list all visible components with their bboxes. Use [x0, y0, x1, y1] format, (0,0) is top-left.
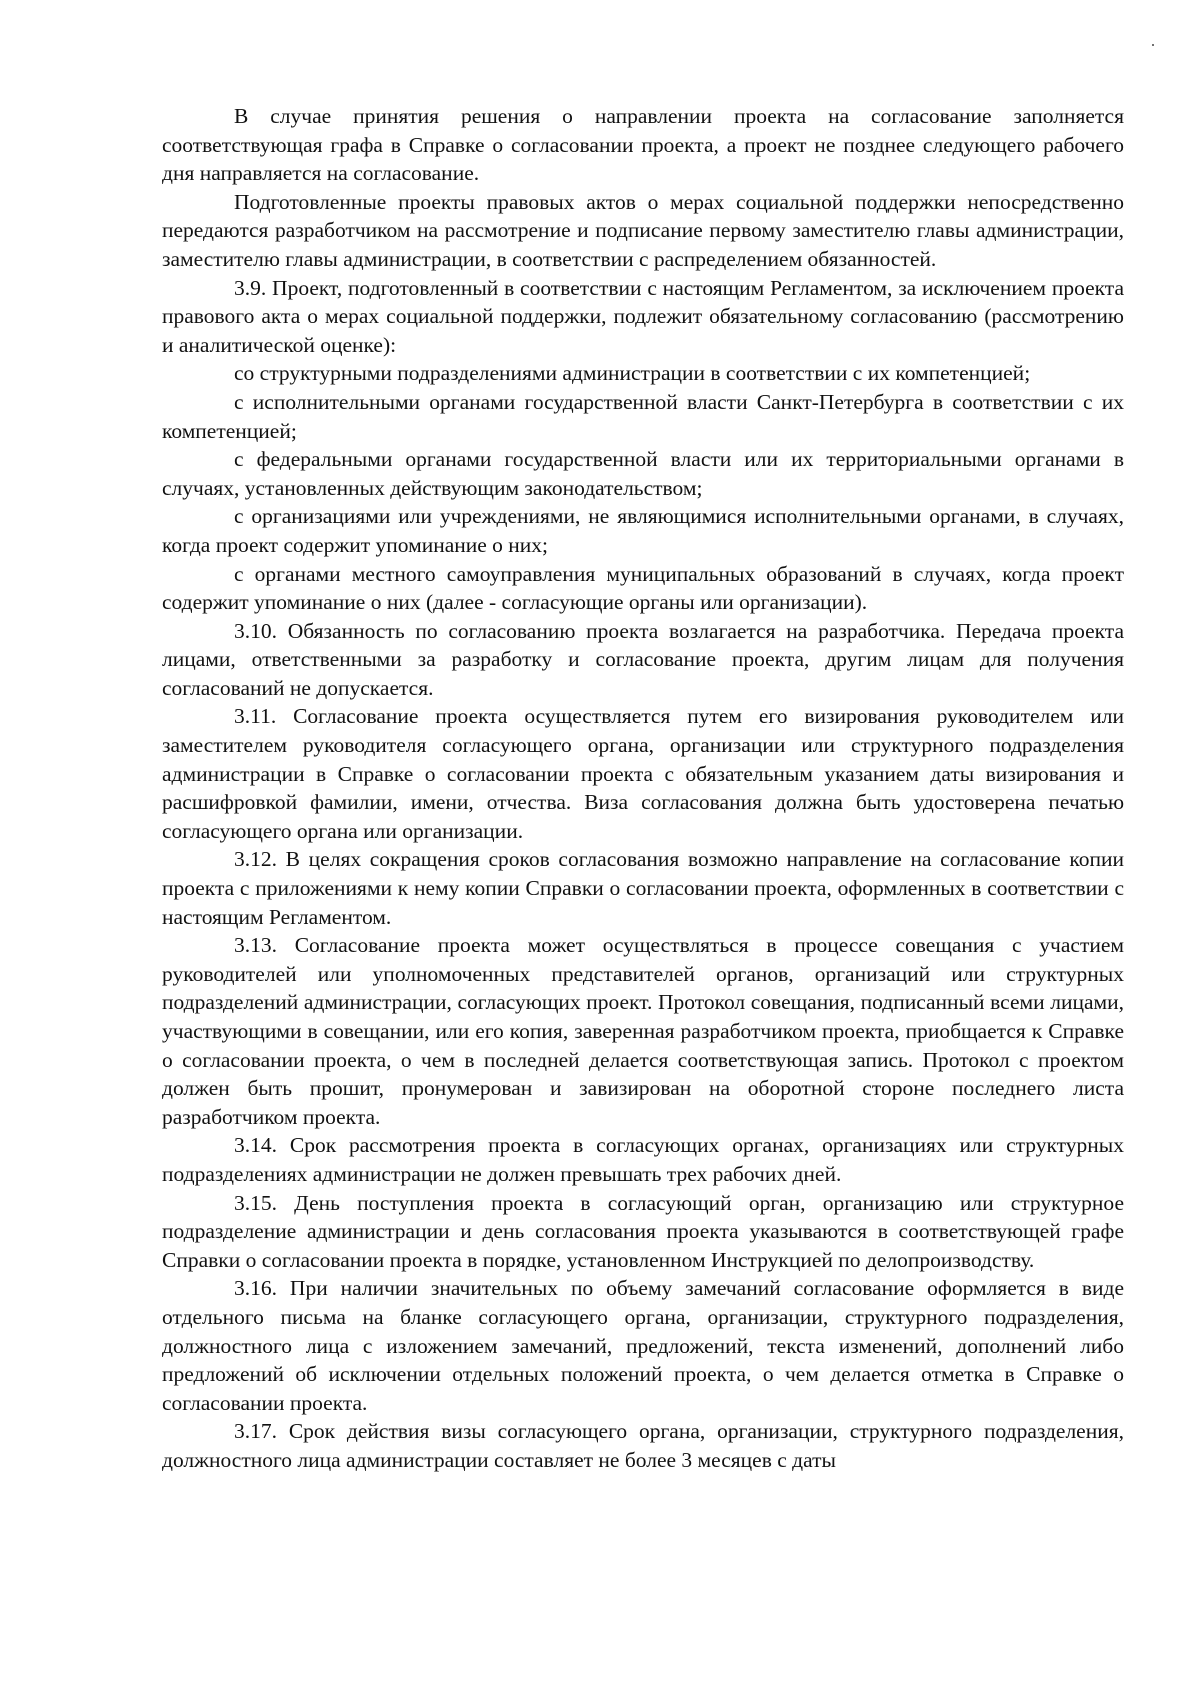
scan-speck [1152, 44, 1154, 46]
paragraph-3-15: 3.15. День поступления проекта в согласующий орган, организацию или структурное подразделение администрации и день согласования проекта указываются в соответствующей графе Справки о согласовании проекта в порядке, установленном Инструкцией по делопроизводству. [162, 1190, 1124, 1272]
paragraph-1: В случае принятия решения о направлении проекта на согласование заполняется соответствующая графа в Справке о согласовании проекта, а проект не позднее следующего рабочего дня направляется на согласование. [162, 104, 1124, 186]
paragraph-list-item-3: с федеральными органами государственной власти или их территориальными органами в случаях, установленных действующим законодательством; [162, 447, 1124, 500]
paragraph-3-14: 3.14. Срок рассмотрения проекта в согласующих органах, организациях или структурных подразделениях администрации не должен превышать трех рабочих дней. [162, 1133, 1124, 1186]
paragraph-3-9: 3.9. Проект, подготовленный в соответствии с настоящим Регламентом, за исключением проекта правового акта о мерах социальной поддержки, подлежит обязательному согласованию (рассмотрению и аналитической оценке): [162, 275, 1124, 357]
paragraph-3-17: 3.17. Срок действия визы согласующего органа, организации, структурного подразделения, должностного лица администрации составляет не более 3 месяцев с даты [162, 1419, 1124, 1472]
paragraph-list-item-1: со структурными подразделениями администрации в соответствии с их компетенцией; [234, 361, 1031, 386]
paragraph-3-11: 3.11. Согласование проекта осуществляется путем его визирования руководителем или заместителем руководителя согласующего органа, организации или структурного подразделения администрации в Справке о согласовании проекта с обязательным указанием даты визирования и расшифровкой фамилии, имени, отчества. Виза согласования должна быть удостоверена печатью согласующего органа или организации. [162, 704, 1124, 843]
paragraph-2: Подготовленные проекты правовых актов о мерах социальной поддержки непосредственно передаются разработчиком на рассмотрение и подписание первому заместителю главы администрации, заместителю главы администрации, в соответствии с распределением обязанностей. [162, 189, 1124, 271]
paragraph-list-item-4: с организациями или учреждениями, не являющимися исполнительными органами, в случаях, когда проект содержит упоминание о них; [162, 504, 1124, 557]
document-body [162, 102, 1124, 1475]
paragraph-3-10: 3.10. Обязанность по согласованию проекта возлагается на разработчика. Передача проекта лицами, ответственными за разработку и согласование проекта, другим лицам для получения согласований не допускается. [162, 618, 1124, 700]
paragraph-3-12: 3.12. В целях сокращения сроков согласования возможно направление на согласование копии проекта с приложениями к нему копии Справки о согласовании проекта, оформленных в соответствии с настоящим Регламентом. [162, 847, 1124, 929]
paragraph-3-13: 3.13. Согласование проекта может осуществляться в процессе совещания с участием руководителей или уполномоченных представителей органов, организаций или структурных подразделений администрации, согласующих проект. Протокол совещания, подписанный всеми лицами, участвующими в совещании, или его копия, заверенная разработчиком проекта, приобщается к Справке о согласовании проекта, о чем в последней делается соответствующая запись. Протокол с проектом должен быть прошит, пронумерован и завизирован на оборотной стороне последнего листа разработчиком проекта. [162, 933, 1124, 1129]
paragraph-3-16: 3.16. При наличии значительных по объему замечаний согласование оформляется в виде отдельного письма на бланке согласующего органа, организации, структурного подразделения, должностного лица с изложением замечаний, предложений, текста изменений, дополнений либо предложений об исключении отдельных положений проекта, о чем делается отметка в Справке о согласовании проекта. [162, 1276, 1124, 1415]
paragraph-list-item-2: с исполнительными органами государственной власти Санкт-Петербурга в соответствии с их компетенцией; [162, 389, 1124, 443]
paragraph-list-item-5: с органами местного самоуправления муниципальных образований в случаях, когда проект содержит упоминание о них (далее - согласующие органы или организации). [162, 561, 1124, 615]
